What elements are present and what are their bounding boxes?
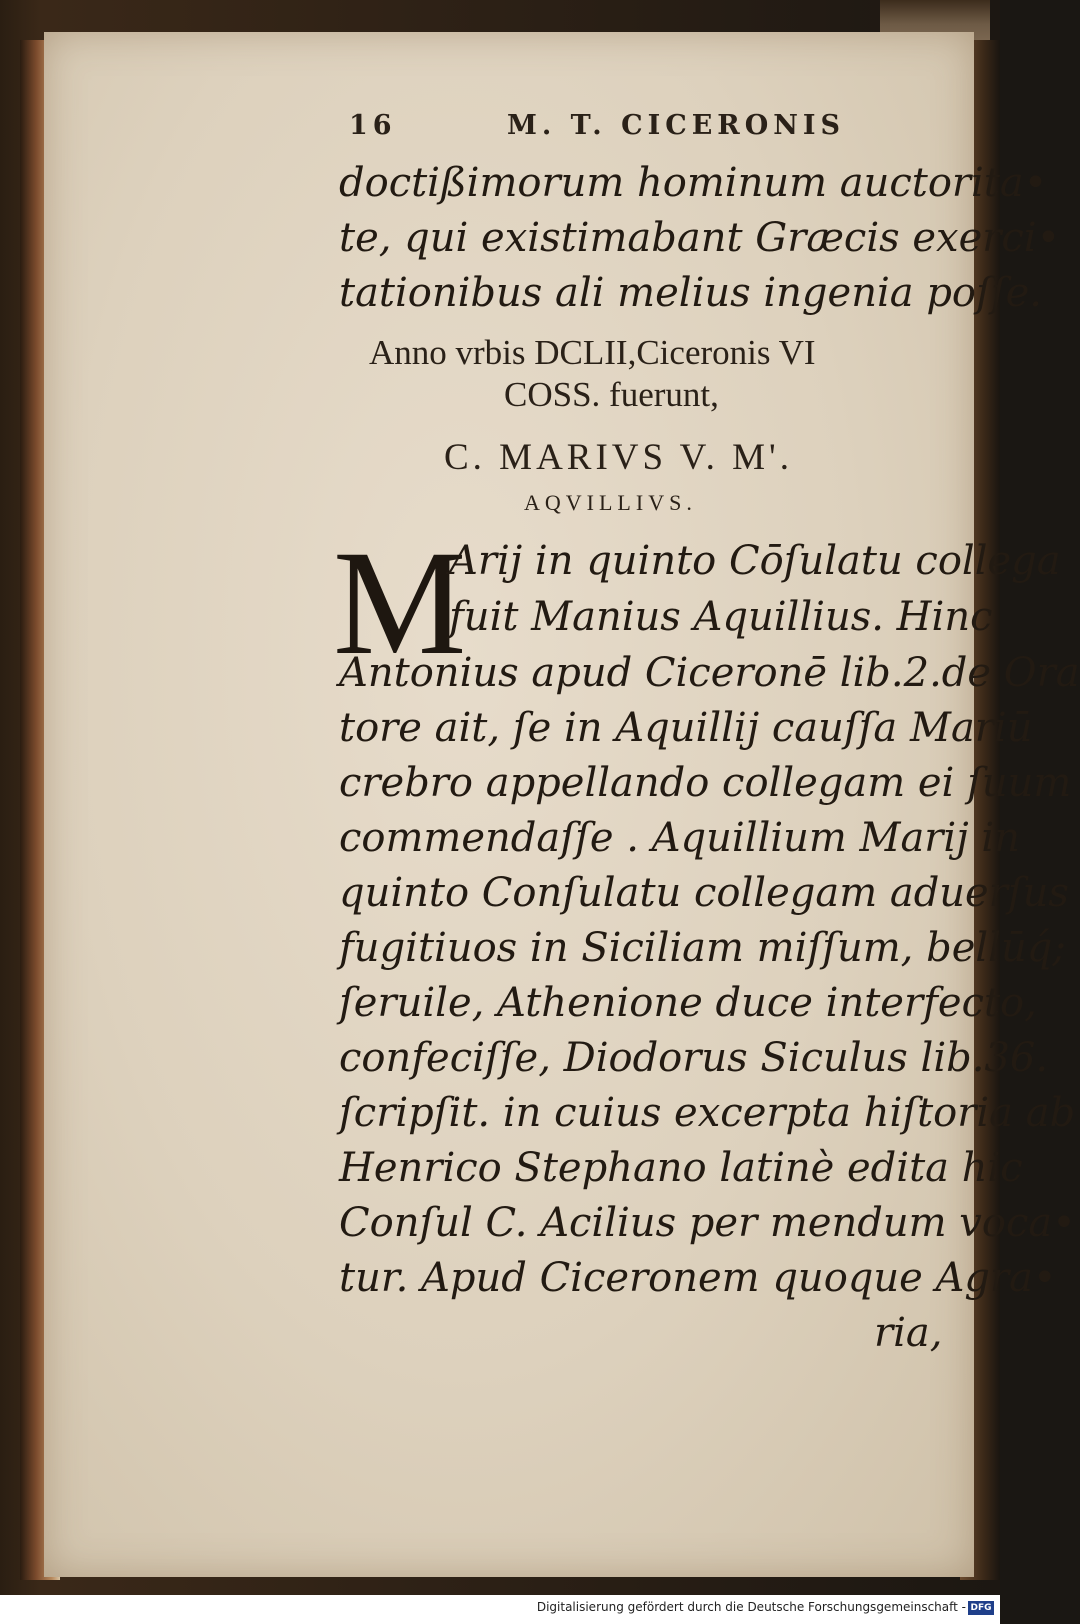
consuls-line: AQVILLIVS.: [524, 490, 697, 515]
body-line: Conſul C. Acilius per mendum voca•: [339, 1200, 1076, 1246]
book-page: [44, 32, 1080, 1577]
continuation-line: doctißimorum hominum auctorita•: [339, 160, 1048, 206]
body-line: confeciſſe, Diodorus Siculus lib.36.: [339, 1035, 1049, 1081]
body-line: Henrico Stephano latinè edita hic: [339, 1145, 1023, 1191]
body-line: ſeruile, Athenione duce interfecto,: [339, 980, 1037, 1026]
body-line: crebro appellando collegam ei ſuum: [339, 760, 1072, 806]
continuation-line: tationibus ali melius ingenia poſſe.: [339, 270, 1043, 316]
body-line: fugitiuos in Siciliam miſſum, bellūq́;: [339, 925, 1066, 971]
body-line: tur. Apud Ciceronem quoque Agra•: [339, 1255, 1057, 1301]
body-line: Antonius apud Ciceronē lib.2.de Ora: [339, 650, 1080, 696]
body-line: Arij in quinto Cōſulatu collega: [449, 538, 1061, 584]
body-line: quinto Conſulatu collegam aduerſus: [339, 870, 1069, 916]
running-head: [339, 110, 859, 160]
page-number: 16: [349, 110, 397, 141]
body-line: tore ait, ſe in Aquillij cauſſa Mariū: [339, 705, 1033, 751]
year-note-line: Anno vrbis DCLII,Ciceronis VI: [369, 333, 816, 372]
body-line: commendaſſe . Aquillium Marij in: [339, 815, 1020, 861]
body-line: ſcripſit. in cuius excerpta hiſtoria ab: [339, 1090, 1076, 1136]
body-line: fuit Manius Aquillius. Hinc: [449, 594, 993, 640]
catchword: ria,: [874, 1310, 943, 1356]
year-note-line: COSS. fuerunt,: [504, 375, 719, 414]
running-title: M. T. CICERONIS: [507, 110, 846, 141]
continuation-line: te, qui existimabant Græcis exerci•: [339, 215, 1061, 261]
consuls-line: C. MARIVS V. M'.: [444, 437, 793, 478]
drop-cap: M: [333, 520, 467, 686]
dfg-logo-icon: DFG: [968, 1601, 994, 1615]
footer-credit: Digitalisierung gefördert durch die Deutsche Forschungsgemeinschaft -: [536, 1600, 966, 1614]
